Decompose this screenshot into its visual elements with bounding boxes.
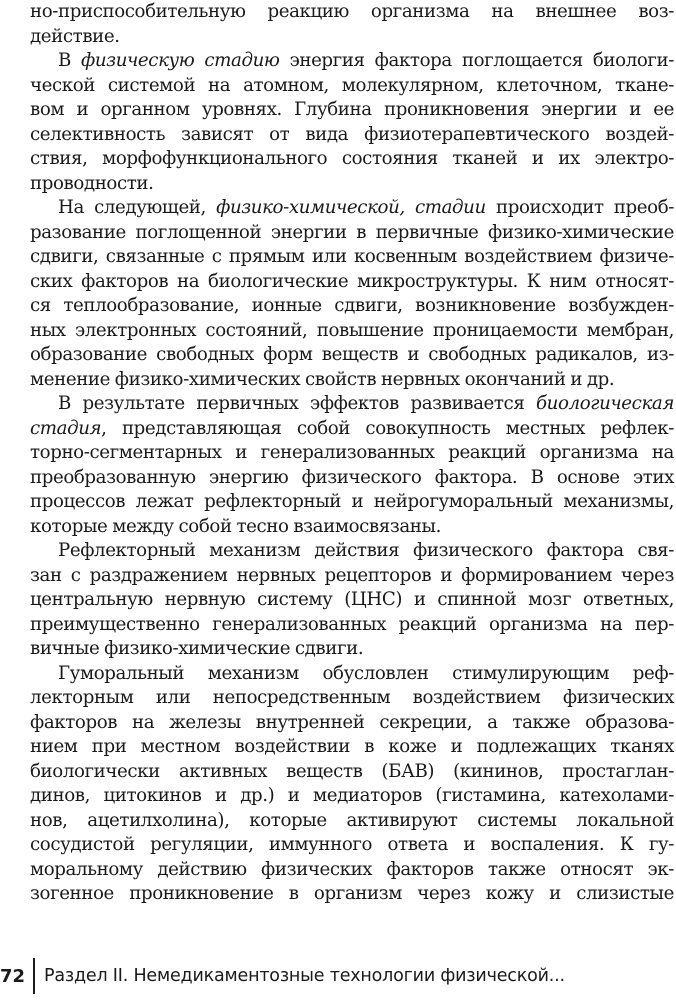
text-line: образование свободных форм веществ и свободных радикалов, из- <box>30 344 674 365</box>
text-line: которые между собой тесно взаимосвязаны. <box>30 515 441 537</box>
text-line: торно-сегментарных и генерализованных реакций организма на <box>30 442 674 463</box>
text-line <box>30 49 674 74</box>
text-line: нием при местном воздействии в коже и подлежащих тканях <box>30 736 674 757</box>
text-line: но-приспособительную реакцию организма на внешнее воз- <box>30 1 674 22</box>
text-line: ческой системой на атомном, молекулярном, клеточном, ткане- <box>30 74 674 96</box>
text-line: вом и органном уровнях. Глубина проникновения энергии и ее <box>30 99 674 120</box>
text-line: центральную нервную систему (ЦНС) и спинной мозг ответных, <box>30 589 674 610</box>
italic-term-stage: стадия <box>30 417 102 439</box>
text-line: сосудистой регуляции, иммунного ответа и воспаления. К гу- <box>30 834 674 855</box>
text-run: происходит преоб- <box>485 197 674 218</box>
running-head: Раздел II. Немедикаментозные технологии физической... <box>44 966 565 986</box>
text-line: моральному действию физических факторов также относят эк- <box>30 858 674 880</box>
page-body <box>30 0 674 907</box>
text-line: Рефлекторный механизм действия физического фактора свя- <box>58 540 674 561</box>
footer-divider <box>33 958 35 994</box>
paragraph-humoral-mechanism <box>30 662 674 907</box>
text-line: нов, ацетилхолина), которые активируют системы локальной <box>30 809 674 831</box>
paragraph-intro-continuation <box>30 0 674 49</box>
text-line: менение физико-химических свойств нервных окончаний и др. <box>30 368 615 390</box>
text-line <box>30 392 674 417</box>
text-line: разование поглощенной энергии в первичные физико-химические <box>30 221 674 243</box>
text-line: вичные физико-химические сдвиги. <box>30 638 364 659</box>
text-line: сдвиги, связанные с прямым или косвенным воздействием физиче- <box>30 246 674 267</box>
paragraph-biological-stage <box>30 392 674 539</box>
text-line: факторов на железы внутренней секреции, а также образова- <box>30 711 674 733</box>
text-line: ся теплообразование, ионные сдвиги, возникновение возбужден- <box>30 295 674 316</box>
text-line: зан с раздражением нервных рецепторов и формированием через <box>30 564 674 586</box>
italic-term-physicochemical-stage: физико-химической, стадии <box>216 197 486 218</box>
text-line: лекторным или непосредственным воздействием физических <box>30 687 674 708</box>
text-line: ных электронных состояний, повышение проницаемости мембран, <box>30 319 674 341</box>
page-number: 72 <box>0 966 26 987</box>
text-line: динов, цитокинов и др.) и медиаторов (гистамина, катехолами- <box>30 785 674 806</box>
text-line: действие. <box>30 25 120 47</box>
text-run: , представляющая собой совокупность местных рефлек- <box>101 417 674 439</box>
paragraph-physical-stage <box>30 49 674 196</box>
text-line <box>30 417 674 442</box>
text-line: биологически активных веществ (БАВ) (кининов, простаглан- <box>30 760 674 782</box>
paragraph-reflex-mechanism <box>30 539 674 662</box>
text-line: ских факторов на биологические микроструктуры. К ним относят- <box>30 270 674 292</box>
italic-term-physical-stage: физическую стадию <box>81 50 280 71</box>
text-line: процессов лежат рефлекторный и нейрогуморальный механизмы, <box>30 491 674 512</box>
text-line <box>30 196 674 221</box>
page-footer <box>0 958 676 994</box>
paragraph-physicochemical-stage <box>30 196 674 392</box>
text-line: преимущественно генерализованных реакций организма на пер- <box>30 613 674 635</box>
text-line: ствия, морфофункционального состояния тканей и их электро- <box>30 148 674 169</box>
italic-term-biological: биологическая <box>535 393 674 414</box>
text-run: В <box>58 50 82 71</box>
text-run: На следующей, <box>58 197 217 218</box>
text-line: проводности. <box>30 172 154 194</box>
text-run: энергия фактора поглощается биологи- <box>279 50 674 71</box>
text-line: зогенное проникновение в организм через кожу и слизистые <box>30 883 674 904</box>
text-line: Гуморальный механизм обусловлен стимулирующим реф- <box>58 662 674 684</box>
text-run: В результате первичных эффектов развивается <box>58 393 536 414</box>
text-line: преобразованную энергию физического фактора. В основе этих <box>30 466 674 488</box>
text-line: селективность зависят от вида физиотерапевтического воздей- <box>30 123 674 145</box>
